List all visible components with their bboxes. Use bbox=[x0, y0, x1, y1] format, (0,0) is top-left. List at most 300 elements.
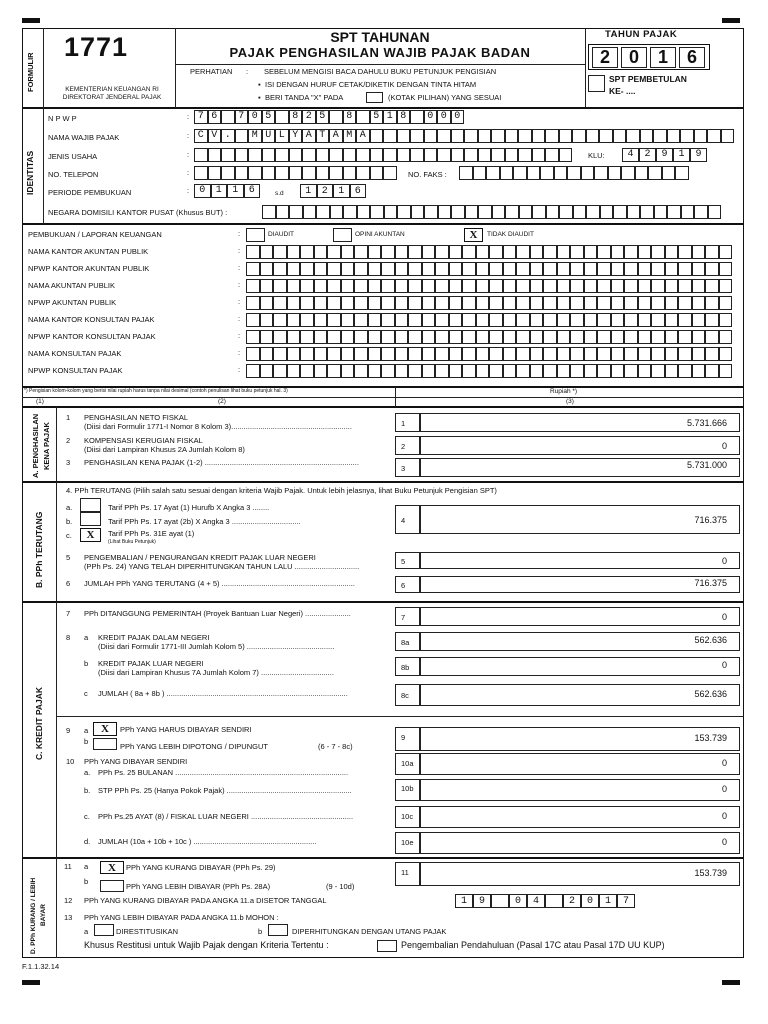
telepon-cell[interactable] bbox=[289, 166, 303, 180]
faks-cell[interactable] bbox=[473, 166, 487, 180]
pembukuan-row-cell[interactable] bbox=[611, 330, 625, 344]
pembukuan-row-cell[interactable] bbox=[651, 364, 665, 378]
setor-date-cell[interactable]: 0 bbox=[509, 894, 527, 908]
periode-from-cell[interactable]: 0 bbox=[194, 184, 211, 198]
pembukuan-row-cell[interactable] bbox=[260, 347, 274, 361]
line-10a-value[interactable]: 0 bbox=[420, 753, 740, 775]
line-8b-value[interactable]: 0 bbox=[420, 657, 740, 676]
pembukuan-row-cell[interactable] bbox=[368, 347, 382, 361]
pembukuan-row-cell[interactable] bbox=[476, 262, 490, 276]
pembukuan-row-cell[interactable] bbox=[449, 245, 463, 259]
pembukuan-row-cell[interactable] bbox=[557, 245, 571, 259]
pembukuan-row-cell[interactable] bbox=[489, 296, 503, 310]
pembukuan-row-cell[interactable] bbox=[260, 313, 274, 327]
faks-cell[interactable] bbox=[594, 166, 608, 180]
nama-wp-cell[interactable] bbox=[707, 129, 721, 143]
pembukuan-row-cell[interactable] bbox=[341, 347, 355, 361]
pembukuan-row-cell[interactable] bbox=[408, 245, 422, 259]
pembukuan-row-cell[interactable] bbox=[381, 296, 395, 310]
pembukuan-row-cell[interactable] bbox=[408, 330, 422, 344]
negara-cell[interactable] bbox=[586, 205, 600, 219]
jenis-usaha-cell[interactable] bbox=[464, 148, 478, 162]
pembukuan-row-cell[interactable] bbox=[408, 347, 422, 361]
negara-cell[interactable] bbox=[384, 205, 398, 219]
negara-cell[interactable] bbox=[532, 205, 546, 219]
pembukuan-row-cell[interactable] bbox=[516, 296, 530, 310]
pembukuan-row-cell[interactable] bbox=[584, 330, 598, 344]
line-11-value[interactable]: 153.739 bbox=[420, 862, 740, 886]
jenis-usaha-cell[interactable] bbox=[491, 148, 505, 162]
item-9a-checkbox[interactable]: X bbox=[93, 722, 117, 736]
negara-cell[interactable] bbox=[667, 205, 681, 219]
pembukuan-row-cell[interactable] bbox=[678, 296, 692, 310]
faks-cell[interactable] bbox=[513, 166, 527, 180]
jenis-usaha-cell[interactable] bbox=[383, 148, 397, 162]
nama-wp-cell[interactable]: T bbox=[316, 129, 330, 143]
pembukuan-row-cell[interactable] bbox=[246, 296, 260, 310]
telepon-cell[interactable] bbox=[370, 166, 384, 180]
pembukuan-row-cell[interactable] bbox=[489, 330, 503, 344]
pembukuan-row-cell[interactable] bbox=[705, 313, 719, 327]
pembukuan-row-cell[interactable] bbox=[584, 296, 598, 310]
pembukuan-row-cell[interactable] bbox=[624, 296, 638, 310]
telepon-cell[interactable] bbox=[208, 166, 222, 180]
pembukuan-row-cell[interactable] bbox=[476, 347, 490, 361]
pembukuan-row-cell[interactable] bbox=[692, 364, 706, 378]
nama-wp-cell[interactable]: V bbox=[208, 129, 222, 143]
pembukuan-row-cell[interactable] bbox=[678, 279, 692, 293]
negara-cell[interactable] bbox=[519, 205, 533, 219]
negara-cell[interactable] bbox=[303, 205, 317, 219]
tax-year-digit[interactable]: 0 bbox=[621, 47, 647, 68]
setor-date-cell[interactable]: 7 bbox=[617, 894, 635, 908]
pembukuan-row-cell[interactable] bbox=[314, 313, 328, 327]
pembukuan-row-cell[interactable] bbox=[327, 279, 341, 293]
faks-cell[interactable] bbox=[527, 166, 541, 180]
periode-to-cell[interactable]: 6 bbox=[350, 184, 367, 198]
pembukuan-row-cell[interactable] bbox=[476, 245, 490, 259]
nama-wp-cell[interactable]: A bbox=[329, 129, 343, 143]
pembukuan-row-cell[interactable] bbox=[327, 364, 341, 378]
setor-date-cell[interactable]: 1 bbox=[599, 894, 617, 908]
pembukuan-row-cell[interactable] bbox=[584, 347, 598, 361]
nama-wp-cell[interactable] bbox=[518, 129, 532, 143]
pembukuan-row-cell[interactable] bbox=[651, 279, 665, 293]
pembukuan-row-cell[interactable] bbox=[570, 279, 584, 293]
pembukuan-row-cell[interactable] bbox=[246, 347, 260, 361]
telepon-cell[interactable] bbox=[262, 166, 276, 180]
pembukuan-row-cell[interactable] bbox=[287, 330, 301, 344]
pembukuan-row-cell[interactable] bbox=[719, 313, 733, 327]
pembukuan-row-cell[interactable] bbox=[543, 313, 557, 327]
line-4-value[interactable]: 716.375 bbox=[420, 505, 740, 534]
pembukuan-row-cell[interactable] bbox=[300, 364, 314, 378]
nama-wp-cell[interactable] bbox=[572, 129, 586, 143]
periode-from-cell[interactable]: 1 bbox=[227, 184, 244, 198]
tax-year-digit[interactable]: 1 bbox=[650, 47, 676, 68]
pembukuan-row-cell[interactable] bbox=[543, 364, 557, 378]
nama-wp-cell[interactable] bbox=[667, 129, 681, 143]
pembukuan-row-cell[interactable] bbox=[719, 296, 733, 310]
pembukuan-row-cell[interactable] bbox=[368, 313, 382, 327]
pembukuan-row-cell[interactable] bbox=[705, 330, 719, 344]
pembukuan-row-cell[interactable] bbox=[557, 279, 571, 293]
pembukuan-row-cell[interactable] bbox=[422, 347, 436, 361]
pembukuan-row-cell[interactable] bbox=[395, 245, 409, 259]
jenis-usaha-cell[interactable] bbox=[289, 148, 303, 162]
jenis-usaha-cell[interactable] bbox=[451, 148, 465, 162]
pembukuan-row-cell[interactable] bbox=[354, 364, 368, 378]
pembukuan-row-cell[interactable] bbox=[665, 364, 679, 378]
npwp-cell[interactable]: 0 bbox=[451, 110, 465, 124]
negara-cell[interactable] bbox=[289, 205, 303, 219]
pembukuan-row-cell[interactable] bbox=[543, 279, 557, 293]
pembukuan-row-cell[interactable] bbox=[530, 313, 544, 327]
pembukuan-row-cell[interactable] bbox=[462, 279, 476, 293]
pembukuan-row-cell[interactable] bbox=[381, 279, 395, 293]
pembukuan-row-cell[interactable] bbox=[557, 347, 571, 361]
periode-to-cell[interactable]: 2 bbox=[317, 184, 334, 198]
telepon-cell[interactable] bbox=[343, 166, 357, 180]
pembukuan-row-cell[interactable] bbox=[530, 364, 544, 378]
pembukuan-row-cell[interactable] bbox=[503, 279, 517, 293]
pembukuan-row-cell[interactable] bbox=[516, 330, 530, 344]
pembukuan-row-cell[interactable] bbox=[408, 296, 422, 310]
npwp-cell[interactable]: 5 bbox=[370, 110, 384, 124]
pembukuan-row-cell[interactable] bbox=[516, 347, 530, 361]
jenis-usaha-cell[interactable] bbox=[505, 148, 519, 162]
negara-cell[interactable] bbox=[276, 205, 290, 219]
nama-wp-cell[interactable]: A bbox=[356, 129, 370, 143]
negara-cell[interactable] bbox=[411, 205, 425, 219]
pembukuan-row-cell[interactable] bbox=[287, 262, 301, 276]
pembukuan-row-cell[interactable] bbox=[543, 330, 557, 344]
item-13a-checkbox[interactable] bbox=[94, 924, 114, 936]
jenis-usaha-cell[interactable] bbox=[262, 148, 276, 162]
pembukuan-row-cell[interactable] bbox=[557, 330, 571, 344]
pembukuan-row-cell[interactable] bbox=[273, 313, 287, 327]
negara-cell[interactable] bbox=[438, 205, 452, 219]
jenis-usaha-cell[interactable] bbox=[275, 148, 289, 162]
telepon-cell[interactable] bbox=[194, 166, 208, 180]
pembukuan-row-cell[interactable] bbox=[570, 347, 584, 361]
setor-date-cell[interactable]: 0 bbox=[581, 894, 599, 908]
pembukuan-row-cell[interactable] bbox=[422, 245, 436, 259]
pembukuan-row-cell[interactable] bbox=[678, 330, 692, 344]
pembukuan-row-cell[interactable] bbox=[678, 313, 692, 327]
pembukuan-row-cell[interactable] bbox=[287, 313, 301, 327]
pembukuan-row-cell[interactable] bbox=[273, 245, 287, 259]
klu-cell[interactable]: 2 bbox=[639, 148, 656, 162]
negara-cell[interactable] bbox=[573, 205, 587, 219]
pembukuan-row-cell[interactable] bbox=[719, 245, 733, 259]
pembukuan-row-cell[interactable] bbox=[489, 313, 503, 327]
pembukuan-row-cell[interactable] bbox=[570, 245, 584, 259]
pembukuan-row-cell[interactable] bbox=[273, 330, 287, 344]
pembukuan-row-cell[interactable] bbox=[624, 330, 638, 344]
pembukuan-row-cell[interactable] bbox=[408, 279, 422, 293]
setor-date-cell[interactable]: 4 bbox=[527, 894, 545, 908]
pembukuan-row-cell[interactable] bbox=[287, 279, 301, 293]
pembukuan-row-cell[interactable] bbox=[381, 262, 395, 276]
pembukuan-row-cell[interactable] bbox=[665, 279, 679, 293]
pembukuan-row-cell[interactable] bbox=[462, 313, 476, 327]
nama-wp-cell[interactable]: . bbox=[221, 129, 235, 143]
negara-cell[interactable] bbox=[627, 205, 641, 219]
npwp-cell[interactable] bbox=[356, 110, 370, 124]
pembukuan-row-cell[interactable] bbox=[638, 245, 652, 259]
pengembalian-checkbox[interactable] bbox=[377, 940, 397, 952]
pembukuan-row-cell[interactable] bbox=[651, 330, 665, 344]
tax-year-digit[interactable]: 6 bbox=[679, 47, 705, 68]
pembukuan-row-cell[interactable] bbox=[300, 262, 314, 276]
pembukuan-row-cell[interactable] bbox=[705, 245, 719, 259]
jenis-usaha-cell[interactable] bbox=[370, 148, 384, 162]
faks-cell[interactable] bbox=[459, 166, 473, 180]
line-8c-value[interactable]: 562.636 bbox=[420, 684, 740, 706]
pembukuan-row-cell[interactable] bbox=[611, 262, 625, 276]
pembukuan-row-cell[interactable] bbox=[449, 347, 463, 361]
pembukuan-row-cell[interactable] bbox=[503, 364, 517, 378]
pembukuan-row-cell[interactable] bbox=[408, 262, 422, 276]
pembukuan-row-cell[interactable] bbox=[638, 364, 652, 378]
setor-date-cell[interactable]: 2 bbox=[563, 894, 581, 908]
nama-wp-cell[interactable] bbox=[383, 129, 397, 143]
pembukuan-row-cell[interactable] bbox=[665, 245, 679, 259]
npwp-cell[interactable]: 5 bbox=[262, 110, 276, 124]
pembukuan-row-cell[interactable] bbox=[543, 262, 557, 276]
faks-cell[interactable] bbox=[486, 166, 500, 180]
jenis-usaha-cell[interactable] bbox=[316, 148, 330, 162]
pembukuan-row-cell[interactable] bbox=[543, 296, 557, 310]
jenis-usaha-cell[interactable] bbox=[343, 148, 357, 162]
negara-cell[interactable] bbox=[546, 205, 560, 219]
pembukuan-row-cell[interactable] bbox=[692, 262, 706, 276]
pembukuan-row-cell[interactable] bbox=[260, 296, 274, 310]
telepon-cell[interactable] bbox=[329, 166, 343, 180]
pembukuan-row-cell[interactable] bbox=[395, 347, 409, 361]
pembukuan-row-cell[interactable] bbox=[381, 330, 395, 344]
pembukuan-row-cell[interactable] bbox=[705, 364, 719, 378]
pembukuan-row-cell[interactable] bbox=[246, 279, 260, 293]
pembukuan-row-cell[interactable] bbox=[246, 313, 260, 327]
pembukuan-row-cell[interactable] bbox=[489, 364, 503, 378]
negara-cell[interactable] bbox=[343, 205, 357, 219]
pembukuan-row-cell[interactable] bbox=[462, 296, 476, 310]
pembukuan-row-cell[interactable] bbox=[489, 245, 503, 259]
pembukuan-row-cell[interactable] bbox=[516, 279, 530, 293]
pembukuan-row-cell[interactable] bbox=[435, 347, 449, 361]
periode-from-cell[interactable]: 6 bbox=[244, 184, 261, 198]
jenis-usaha-cell[interactable] bbox=[559, 148, 573, 162]
pembukuan-row-cell[interactable] bbox=[543, 245, 557, 259]
pembukuan-row-cell[interactable] bbox=[354, 245, 368, 259]
npwp-cell[interactable]: 5 bbox=[316, 110, 330, 124]
pembukuan-row-cell[interactable] bbox=[287, 347, 301, 361]
klu-cell[interactable]: 9 bbox=[690, 148, 707, 162]
telepon-cell[interactable] bbox=[316, 166, 330, 180]
pembukuan-row-cell[interactable] bbox=[314, 364, 328, 378]
pembukuan-row-cell[interactable] bbox=[597, 347, 611, 361]
pembukuan-row-cell[interactable] bbox=[719, 364, 733, 378]
pembukuan-row-cell[interactable] bbox=[530, 279, 544, 293]
pembukuan-row-cell[interactable] bbox=[611, 347, 625, 361]
line-10e-value[interactable]: 0 bbox=[420, 832, 740, 854]
pembukuan-row-cell[interactable] bbox=[503, 262, 517, 276]
pembukuan-row-cell[interactable] bbox=[665, 330, 679, 344]
periode-from-cell[interactable]: 1 bbox=[211, 184, 228, 198]
pembukuan-row-cell[interactable] bbox=[530, 347, 544, 361]
nama-wp-cell[interactable] bbox=[464, 129, 478, 143]
pembukuan-row-cell[interactable] bbox=[300, 296, 314, 310]
pembukuan-row-cell[interactable] bbox=[422, 279, 436, 293]
pembukuan-row-cell[interactable] bbox=[287, 364, 301, 378]
pembukuan-row-cell[interactable] bbox=[597, 245, 611, 259]
pembukuan-row-cell[interactable] bbox=[368, 364, 382, 378]
faks-cell[interactable] bbox=[554, 166, 568, 180]
pembukuan-row-cell[interactable] bbox=[435, 313, 449, 327]
pembukuan-row-cell[interactable] bbox=[597, 262, 611, 276]
pembukuan-row-cell[interactable] bbox=[570, 364, 584, 378]
pembukuan-row-cell[interactable] bbox=[678, 364, 692, 378]
setor-date-cell[interactable] bbox=[491, 894, 509, 908]
npwp-cell[interactable]: 6 bbox=[208, 110, 222, 124]
pembukuan-row-cell[interactable] bbox=[354, 279, 368, 293]
pembukuan-row-cell[interactable] bbox=[341, 364, 355, 378]
pembukuan-row-cell[interactable] bbox=[624, 262, 638, 276]
line-10b-value[interactable]: 0 bbox=[420, 779, 740, 801]
nama-wp-cell[interactable]: U bbox=[262, 129, 276, 143]
jenis-usaha-cell[interactable] bbox=[208, 148, 222, 162]
negara-cell[interactable] bbox=[681, 205, 695, 219]
pembukuan-row-cell[interactable] bbox=[624, 279, 638, 293]
pembukuan-row-cell[interactable] bbox=[557, 364, 571, 378]
pembukuan-row-cell[interactable] bbox=[273, 262, 287, 276]
jenis-usaha-cell[interactable] bbox=[545, 148, 559, 162]
faks-cell[interactable] bbox=[621, 166, 635, 180]
pembukuan-row-cell[interactable] bbox=[597, 330, 611, 344]
pembukuan-row-cell[interactable] bbox=[246, 330, 260, 344]
pembukuan-row-cell[interactable] bbox=[638, 313, 652, 327]
pembukuan-row-cell[interactable] bbox=[584, 245, 598, 259]
pembukuan-row-cell[interactable] bbox=[597, 364, 611, 378]
pembukuan-row-cell[interactable] bbox=[624, 245, 638, 259]
pembukuan-row-cell[interactable] bbox=[692, 279, 706, 293]
nama-wp-cell[interactable] bbox=[410, 129, 424, 143]
pembukuan-row-cell[interactable] bbox=[435, 296, 449, 310]
pembukuan-row-cell[interactable] bbox=[584, 262, 598, 276]
pembukuan-row-cell[interactable] bbox=[665, 296, 679, 310]
pembukuan-row-cell[interactable] bbox=[543, 347, 557, 361]
pembukuan-row-cell[interactable] bbox=[435, 262, 449, 276]
setor-date-cell[interactable]: 1 bbox=[455, 894, 473, 908]
npwp-cell[interactable]: 0 bbox=[424, 110, 438, 124]
npwp-cell[interactable]: 7 bbox=[235, 110, 249, 124]
faks-cell[interactable] bbox=[540, 166, 554, 180]
negara-cell[interactable] bbox=[397, 205, 411, 219]
klu-cell[interactable]: 4 bbox=[622, 148, 639, 162]
pembukuan-row-cell[interactable] bbox=[503, 313, 517, 327]
nama-wp-cell[interactable] bbox=[505, 129, 519, 143]
pembukuan-row-cell[interactable] bbox=[381, 245, 395, 259]
tidak-diaudit-checkbox[interactable]: X bbox=[464, 228, 483, 242]
faks-cell[interactable] bbox=[675, 166, 689, 180]
jenis-usaha-cell[interactable] bbox=[410, 148, 424, 162]
pembukuan-row-cell[interactable] bbox=[705, 279, 719, 293]
pembukuan-row-cell[interactable] bbox=[489, 347, 503, 361]
pembukuan-row-cell[interactable] bbox=[611, 364, 625, 378]
pembukuan-row-cell[interactable] bbox=[705, 262, 719, 276]
pembukuan-row-cell[interactable] bbox=[503, 330, 517, 344]
nama-wp-cell[interactable] bbox=[397, 129, 411, 143]
pembukuan-row-cell[interactable] bbox=[503, 347, 517, 361]
pembukuan-row-cell[interactable] bbox=[300, 330, 314, 344]
faks-cell[interactable] bbox=[662, 166, 676, 180]
pembukuan-row-cell[interactable] bbox=[611, 245, 625, 259]
nama-wp-cell[interactable] bbox=[532, 129, 546, 143]
pembukuan-row-cell[interactable] bbox=[584, 279, 598, 293]
pembukuan-row-cell[interactable] bbox=[638, 347, 652, 361]
jenis-usaha-cell[interactable] bbox=[532, 148, 546, 162]
pembukuan-row-cell[interactable] bbox=[368, 245, 382, 259]
pembukuan-row-cell[interactable] bbox=[341, 330, 355, 344]
pembukuan-row-cell[interactable] bbox=[449, 330, 463, 344]
pembukuan-row-cell[interactable] bbox=[354, 330, 368, 344]
pembukuan-row-cell[interactable] bbox=[395, 313, 409, 327]
pembukuan-row-cell[interactable] bbox=[422, 330, 436, 344]
item-11b-checkbox[interactable] bbox=[100, 880, 124, 892]
pembukuan-row-cell[interactable] bbox=[692, 313, 706, 327]
pembukuan-row-cell[interactable] bbox=[557, 313, 571, 327]
npwp-cell[interactable]: 0 bbox=[437, 110, 451, 124]
pembukuan-row-cell[interactable] bbox=[449, 364, 463, 378]
pembukuan-row-cell[interactable] bbox=[354, 313, 368, 327]
nama-wp-cell[interactable] bbox=[559, 129, 573, 143]
negara-cell[interactable] bbox=[505, 205, 519, 219]
pembukuan-row-cell[interactable] bbox=[705, 296, 719, 310]
nama-wp-cell[interactable]: M bbox=[343, 129, 357, 143]
pembukuan-row-cell[interactable] bbox=[462, 364, 476, 378]
pembukuan-row-cell[interactable] bbox=[692, 330, 706, 344]
pembukuan-row-cell[interactable] bbox=[287, 296, 301, 310]
negara-cell[interactable] bbox=[424, 205, 438, 219]
faks-cell[interactable] bbox=[608, 166, 622, 180]
pembukuan-row-cell[interactable] bbox=[503, 245, 517, 259]
jenis-usaha-cell[interactable] bbox=[194, 148, 208, 162]
nama-wp-cell[interactable] bbox=[694, 129, 708, 143]
pembukuan-row-cell[interactable] bbox=[611, 279, 625, 293]
pembukuan-row-cell[interactable] bbox=[570, 296, 584, 310]
setor-date-cell[interactable] bbox=[545, 894, 563, 908]
pembukuan-row-cell[interactable] bbox=[624, 347, 638, 361]
pembukuan-row-cell[interactable] bbox=[665, 313, 679, 327]
negara-cell[interactable] bbox=[262, 205, 276, 219]
pembukuan-row-cell[interactable] bbox=[476, 279, 490, 293]
pembukuan-row-cell[interactable] bbox=[273, 279, 287, 293]
pembukuan-row-cell[interactable] bbox=[300, 313, 314, 327]
opini-checkbox[interactable] bbox=[333, 228, 352, 242]
pembukuan-row-cell[interactable] bbox=[516, 364, 530, 378]
pembukuan-row-cell[interactable] bbox=[395, 262, 409, 276]
pembukuan-row-cell[interactable] bbox=[273, 296, 287, 310]
nama-wp-cell[interactable] bbox=[478, 129, 492, 143]
pembukuan-row-cell[interactable] bbox=[300, 245, 314, 259]
pembukuan-row-cell[interactable] bbox=[705, 347, 719, 361]
pembukuan-row-cell[interactable] bbox=[449, 279, 463, 293]
negara-cell[interactable] bbox=[694, 205, 708, 219]
pembukuan-row-cell[interactable] bbox=[314, 245, 328, 259]
nama-wp-cell[interactable] bbox=[424, 129, 438, 143]
